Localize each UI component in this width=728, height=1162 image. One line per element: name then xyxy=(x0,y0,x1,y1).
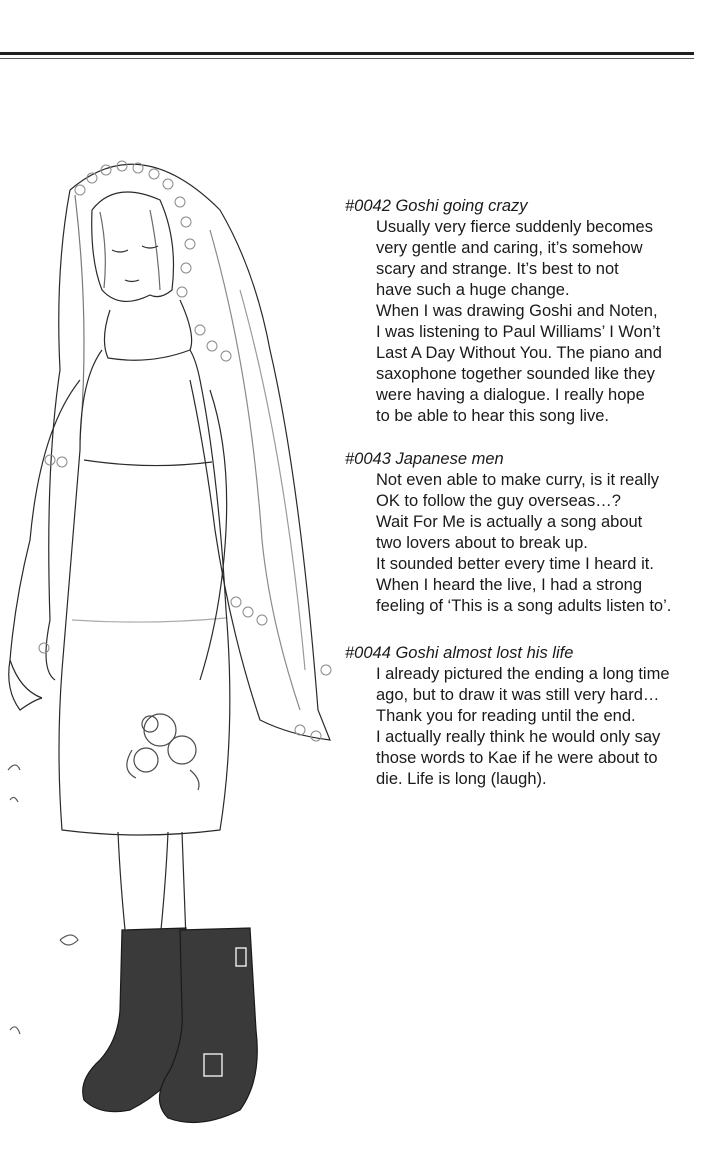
note-line: I was listening to Paul Williams’ I Won’t xyxy=(376,323,661,341)
veil-outline xyxy=(70,164,330,740)
note-line: ago, but to draw it was still very hard… xyxy=(376,686,660,704)
note-line: to be able to hear this song live. xyxy=(376,407,609,425)
left-arm xyxy=(10,380,80,698)
note-line: Not even able to make curry, is it really xyxy=(376,471,660,489)
note-line: scary and strange. It’s best to not xyxy=(376,260,619,278)
note-0044 xyxy=(345,643,721,790)
note-line: When I was drawing Goshi and Noten, xyxy=(376,302,658,320)
legs xyxy=(118,832,186,940)
face-eyes xyxy=(112,246,158,252)
note-0042 xyxy=(345,196,721,427)
note-line: have such a huge change. xyxy=(376,281,570,299)
note-title: #0042 Goshi going crazy xyxy=(345,197,528,215)
note-0043 xyxy=(345,449,721,617)
top-rule xyxy=(0,52,694,55)
note-line: saxophone together sounded like they xyxy=(376,365,655,383)
note-line: Thank you for reading until the end. xyxy=(376,707,636,725)
note-line: die. Life is long (laugh). xyxy=(376,770,547,788)
note-line: OK to follow the guy overseas…? xyxy=(376,492,621,510)
note-title: #0044 Goshi almost lost his life xyxy=(345,644,574,662)
note-line: It sounded better every time I heard it. xyxy=(376,555,654,573)
collar xyxy=(104,300,191,360)
veil-lace xyxy=(39,161,331,741)
note-line: two lovers about to break up. xyxy=(376,534,588,552)
boots xyxy=(83,928,258,1123)
note-line: When I heard the live, I had a strong xyxy=(376,576,642,594)
note-line: very gentle and caring, it’s somehow xyxy=(376,239,643,257)
note-line: I already pictured the ending a long time xyxy=(376,665,670,683)
dress xyxy=(59,350,230,835)
rose-bouquet-icon xyxy=(127,714,199,790)
note-line: those words to Kae if he were about to xyxy=(376,749,658,767)
notes-column xyxy=(345,196,721,812)
top-rule-thin xyxy=(0,58,694,59)
note-title: #0043 Japanese men xyxy=(345,450,504,468)
note-line: feeling of ‘This is a song adults listen to’. xyxy=(376,597,672,615)
note-line: were having a dialogue. I really hope xyxy=(376,386,645,404)
note-line: Wait For Me is actually a song about xyxy=(376,513,643,531)
note-line: Usually very fierce suddenly becomes xyxy=(376,218,653,236)
note-line: Last A Day Without You. The piano and xyxy=(376,344,662,362)
note-line: I actually really think he would only say xyxy=(376,728,661,746)
girl-in-veil-illustration xyxy=(0,150,340,1162)
face-mouth xyxy=(125,280,139,282)
